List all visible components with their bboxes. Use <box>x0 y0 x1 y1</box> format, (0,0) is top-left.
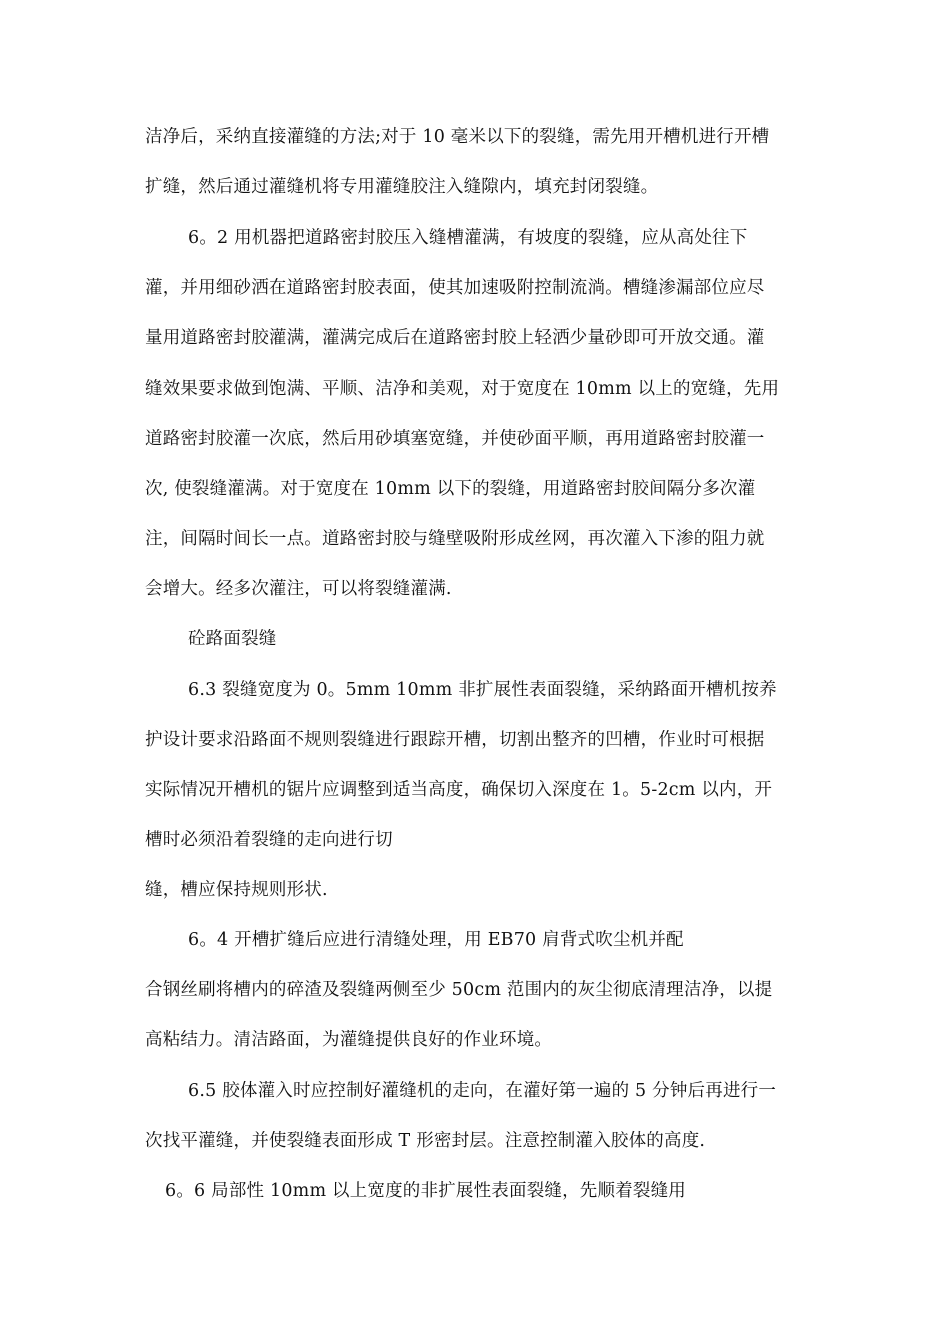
paragraph-line: 缝效果要求做到饱满、平顺、洁净和美观，对于宽度在 10mm 以上的宽缝，先用 <box>145 379 780 399</box>
paragraph-line: 槽时必须沿着裂缝的走向进行切 <box>145 830 393 850</box>
paragraph-line: 注，间隔时间长一点。道路密封胶与缝壁吸附形成丝网，再次灌入下渗的阻力就 <box>145 529 765 549</box>
paragraph-line: 量用道路密封胶灌满，灌满完成后在道路密封胶上轻洒少量砂即可开放交通。灌 <box>145 328 765 348</box>
paragraph-line: 6。2 用机器把道路密封胶压入缝槽灌满，有坡度的裂缝，应从高处往下 <box>188 228 748 248</box>
paragraph-line: 道路密封胶灌一次底，然后用砂填塞宽缝，并使砂面平顺，再用道路密封胶灌一 <box>145 429 765 449</box>
paragraph-line: 6。6 局部性 10mm 以上宽度的非扩展性表面裂缝，先顺着裂缝用 <box>165 1181 687 1201</box>
paragraph-line: 高粘结力。清洁路面，为灌缝提供良好的作业环境。 <box>145 1030 553 1050</box>
paragraph-line: 缝，槽应保持规则形状. <box>145 880 328 900</box>
paragraph-line: 实际情况开槽机的锯片应调整到适当高度，确保切入深度在 1。5-2cm 以内，开 <box>145 780 773 800</box>
paragraph-line: 6.5 胶体灌入时应控制好灌缝机的走向，在灌好第一遍的 5 分钟后再进行一 <box>188 1081 777 1101</box>
paragraph-line: 灌，并用细砂洒在道路密封胶表面，使其加速吸附控制流淌。槽缝渗漏部位应尽 <box>145 278 765 298</box>
paragraph-line: 6.3 裂缝宽度为 0。5mm 10mm 非扩展性表面裂缝，采纳路面开槽机按养 <box>188 680 777 700</box>
paragraph-line: 洁净后，采纳直接灌缝的方法;对于 10 毫米以下的裂缝，需先用开槽机进行开槽 <box>145 127 770 147</box>
paragraph-line: 次找平灌缝，并使裂缝表面形成 T 形密封层。注意控制灌入胶体的高度. <box>145 1131 706 1151</box>
paragraph-line: 护设计要求沿路面不规则裂缝进行跟踪开槽，切割出整齐的凹槽，作业时可根据 <box>145 730 765 750</box>
paragraph-line: 次, 使裂缝灌满。对于宽度在 10mm 以下的裂缝，用道路密封胶间隔分多次灌 <box>145 479 756 499</box>
section-heading: 砼路面裂缝 <box>188 629 277 649</box>
paragraph-line: 6。4 开槽扩缝后应进行清缝处理，用 EB70 肩背式吹尘机并配 <box>188 930 684 950</box>
paragraph-line: 会增大。经多次灌注，可以将裂缝灌满. <box>145 579 452 599</box>
paragraph-line: 合钢丝刷将槽内的碎渣及裂缝两侧至少 50cm 范围内的灰尘彻底清理洁净，以提 <box>145 980 773 1000</box>
paragraph-line: 扩缝，然后通过灌缝机将专用灌缝胶注入缝隙内，填充封闭裂缝。 <box>145 177 659 197</box>
